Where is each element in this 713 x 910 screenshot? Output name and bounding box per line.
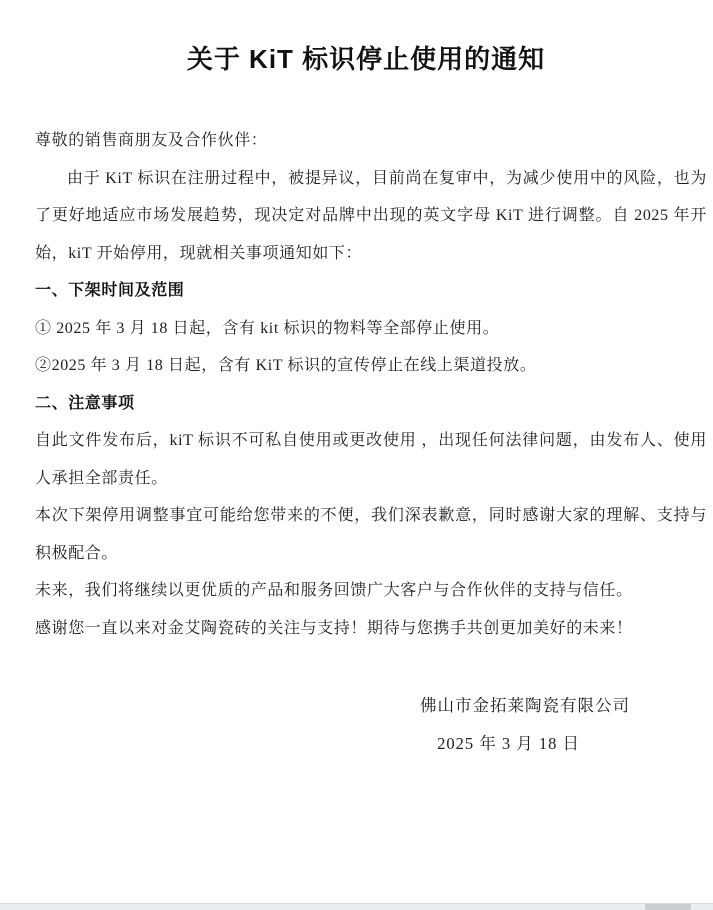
section-heading-1: 一、下架时间及范围 — [35, 282, 185, 299]
horizontal-scrollbar-thumb[interactable] — [645, 904, 691, 910]
intro-paragraph: 由于 KiT 标识在注册过程中，被提异议，目前尚在复审中，为减少使用中的风险，也为了更好地适应市场发展趋势，现决定对品牌中出现的英文字母 KiT 进行调整。自 2025 年开始，kiT 开始停用，现就相关事项通知如下： — [35, 169, 707, 262]
signature-company: 佛山市金拓莱陶瓷有限公司 — [420, 696, 630, 715]
section2-paragraph-2: 本次下架停用调整事宜可能给您带来的不便，我们深表歉意，同时感谢大家的理解、支持与积极配合。 — [35, 507, 707, 562]
signature-block — [35, 687, 707, 762]
signature-date: 2025 年 3 月 18 日 — [437, 733, 580, 753]
section2-paragraph-4: 感谢您一直以来对金艾陶瓷砖的关注与支持！期待与您携手共创更加美好的未来！ — [35, 619, 633, 637]
section2-paragraph-3: 未来，我们将继续以更优质的产品和服务回馈广大客户与合作伙伴的支持与信任。 — [35, 582, 633, 599]
notice-document — [0, 42, 713, 762]
section1-item-2: ②2025 年 3 月 18 日起，含有 KiT 标识的宣传停止在线上渠道投放。 — [35, 357, 537, 374]
section1-item-1: ① 2025 年 3 月 18 日起，含有 kit 标识的物料等全部停止使用。 — [35, 319, 500, 337]
section2-paragraph-1: 自此文件发布后，kiT 标识不可私自使用或更改使用 ，出现任何法律问题，由发布人、使用人承担全部责任。 — [35, 432, 707, 487]
section-heading-2: 二、注意事项 — [35, 394, 135, 412]
horizontal-scrollbar-track[interactable] — [0, 903, 713, 910]
notice-title: 关于 KiT 标识停止使用的通知 — [186, 44, 546, 74]
greeting-line: 尊敬的销售商朋友及合作伙伴： — [35, 132, 268, 149]
